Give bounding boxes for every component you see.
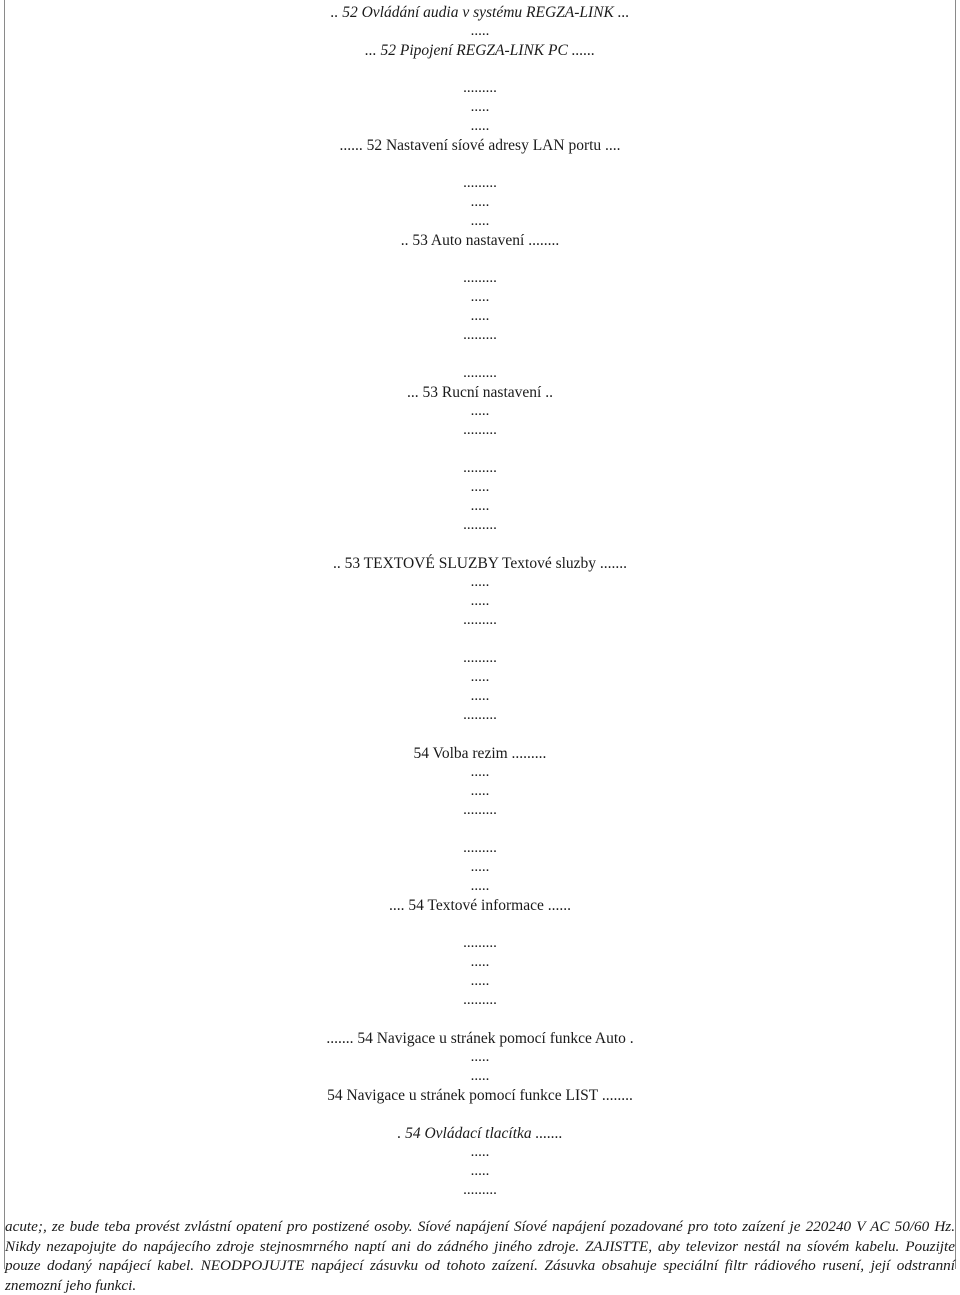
toc-dot-leader: ..... [470, 1068, 490, 1084]
toc-entry: .. 52 Ovládání audia v systému REGZA-LINK ... [330, 4, 630, 21]
toc-dot-leader: ......... [463, 1182, 497, 1198]
toc-dot-leader: ......... [463, 840, 497, 856]
toc-entry: ... 53 Rucní nastavení .. [407, 384, 553, 401]
toc-dot-leader: ..... [470, 783, 490, 799]
toc-dot-leader: ..... [470, 498, 490, 514]
toc-entry: . 54 Ovládací tlacítka ....... [397, 1125, 563, 1142]
toc-dot-leader: ..... [470, 23, 490, 39]
toc-dot-leader: ......... [463, 365, 497, 381]
toc-dot-leader: ..... [470, 213, 490, 229]
toc-dot-leader: ......... [463, 460, 497, 476]
toc-dot-leader: ..... [470, 1049, 490, 1065]
toc-entry: ... 52 Pipojení REGZA-LINK PC ...... [365, 42, 595, 59]
toc-entry: ...... 52 Nastavení síové adresy LAN portu .... [339, 137, 621, 154]
toc-dot-leader: ..... [470, 593, 490, 609]
toc-dot-leader: ......... [463, 175, 497, 191]
toc-dot-leader: ..... [470, 479, 490, 495]
toc-dot-leader: ......... [463, 650, 497, 666]
toc-entry: .. 53 Auto nastavení ........ [400, 232, 560, 249]
toc-dot-leader: ..... [470, 194, 490, 210]
toc-dot-leader: ..... [470, 859, 490, 875]
toc-entry: ....... 54 Navigace u stránek pomocí funkce Auto . [326, 1030, 634, 1047]
toc-dot-leader: ..... [470, 99, 490, 115]
power-safety-notice: acute;, ze bude teba provést zvlástní opatení pro postizené osoby. Síové napájení Síové napájení pozadované pro toto zaízení je 220240 V AC 50/60 Hz. Nikdy nezapojujte do napájecího zdroje stejnosmrného naptí ani do zádného jiného zdroje. ZAJISTTE, aby televizor nestál na síovém kabelu. Pouzijte pouze dodaný napájecí kabel. NEODPOJUJTE napájecí zásuvku od tohoto zaízení. Zásuvka obsahuje speciální filtr rádiového rusení, její odstranní znemozní jeho funkci. [5, 1218, 955, 1294]
toc-entry: 54 Volba rezim ......... [413, 745, 547, 762]
toc-dot-leader: ..... [470, 764, 490, 780]
toc-dot-leader: ......... [463, 935, 497, 951]
toc-dot-leader: ..... [470, 403, 490, 419]
toc-dot-leader: ......... [463, 992, 497, 1008]
toc-dot-leader: ......... [463, 80, 497, 96]
toc-dot-leader: ..... [470, 308, 490, 324]
toc-dot-leader: ..... [470, 973, 490, 989]
toc-dot-leader: ..... [470, 118, 490, 134]
toc-dot-leader: ......... [463, 612, 497, 628]
toc-dot-leader: ..... [470, 574, 490, 590]
toc-entry: .... 54 Textové informace ...... [389, 897, 571, 914]
toc-dot-leader: ......... [463, 707, 497, 723]
toc-dot-leader: ......... [463, 802, 497, 818]
toc-entry: .. 53 TEXTOVÉ SLUZBY Textové sluzby ....... [332, 555, 628, 572]
toc-dot-leader: ..... [470, 1144, 490, 1160]
toc-dot-leader: ......... [463, 517, 497, 533]
toc-dot-leader: ..... [470, 688, 490, 704]
toc-dot-leader: ..... [470, 289, 490, 305]
toc-dot-leader: ..... [470, 954, 490, 970]
toc-dot-leader: ......... [463, 422, 497, 438]
toc-dot-leader: ......... [463, 327, 497, 343]
toc-entry: 54 Navigace u stránek pomocí funkce LIST ........ [327, 1087, 633, 1104]
toc-dot-leader: ..... [470, 669, 490, 685]
toc-dot-leader: ......... [463, 270, 497, 286]
toc-dot-leader: ..... [470, 878, 490, 894]
toc-dot-leader: ..... [470, 1163, 490, 1179]
